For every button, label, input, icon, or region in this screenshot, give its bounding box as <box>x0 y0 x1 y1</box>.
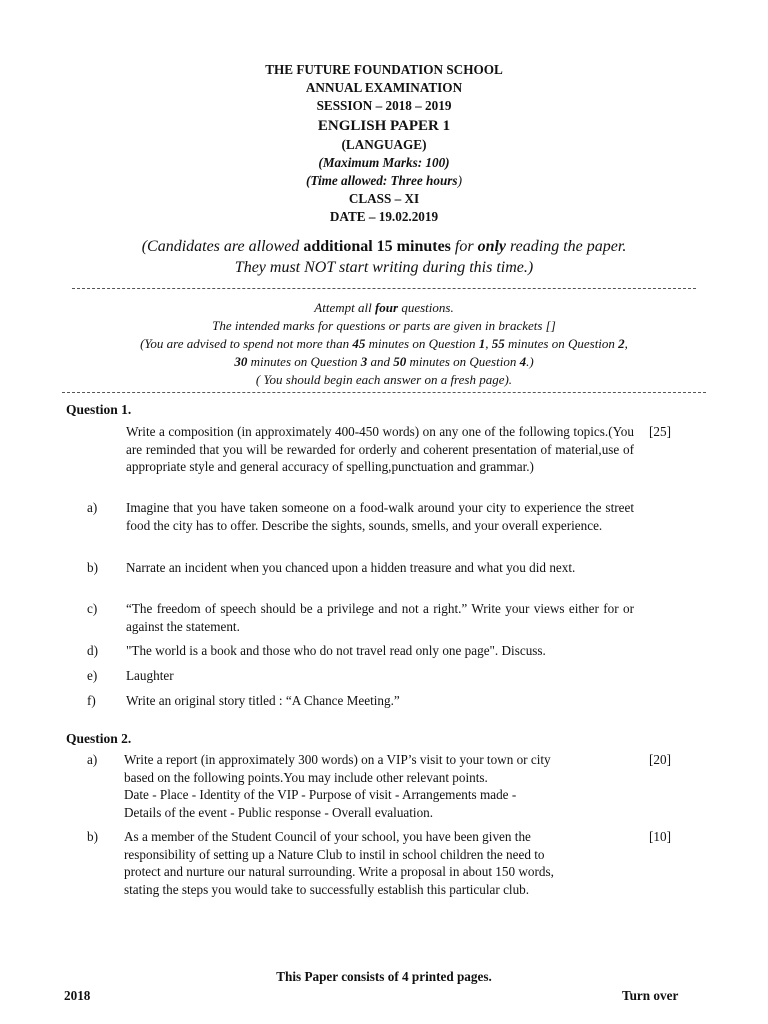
option-label: d) <box>87 643 98 658</box>
exam-name: ANNUAL EXAMINATION <box>305 80 463 96</box>
part-b-marks: [10] <box>649 829 671 844</box>
question-2-heading: Question 2. <box>66 731 132 746</box>
part-line: responsibility of setting up a Nature Club to instil in school children the need to <box>124 846 545 862</box>
exam-header <box>0 61 768 227</box>
instruction-text: minutes on Question <box>504 336 619 351</box>
maximum-marks: (Maximum Marks: 100) <box>318 154 450 170</box>
instruction-emphasis: 3 <box>360 354 368 369</box>
instruction-emphasis: 4 <box>519 354 527 369</box>
instruction-line-4 <box>0 353 768 371</box>
instruction-text: minutes on Question <box>247 354 361 369</box>
part-line: Date - Place - Identity of the VIP - Purpose of visit - Arrangements made - <box>124 787 517 803</box>
question-1-intro: Write a composition (in approximately 400-450 words) on any one of the following topics.(You are reminded that you will be rewarded for orderly and coherent presentation of material,use of appropriate style and general accuracy of spelling,punctuation and grammar.) <box>126 424 634 475</box>
instruction-emphasis: 45 <box>352 336 366 351</box>
option-label: f) <box>87 693 96 708</box>
notice-text: for <box>450 238 478 255</box>
instruction-text: (You are advised to spend not more than <box>140 336 353 351</box>
reading-time-notice <box>0 236 768 278</box>
instruction-line-3 <box>0 335 768 353</box>
instruction-text: minutes on Question <box>365 336 479 351</box>
option-text: “The freedom of speech should be a privilege and not a right.” Write your views either for or against the statement. <box>126 601 634 634</box>
instruction-emphasis: 1 <box>478 336 486 351</box>
option-label: a) <box>87 500 98 515</box>
instruction-emphasis: 2 <box>618 336 625 351</box>
question-1-heading: Question 1. <box>66 402 132 417</box>
question-1-marks: [25] <box>649 424 671 439</box>
part-line: based on the following points.You may include other relevant points. <box>124 769 488 785</box>
paper-title: ENGLISH PAPER 1 <box>317 117 451 134</box>
instruction-text: and <box>367 354 394 369</box>
option-text: Write an original story titled : “A Chance Meeting.” <box>126 693 400 708</box>
option-text: Laughter <box>126 668 174 683</box>
instruction-text: minutes on Question <box>406 354 520 369</box>
notice-emphasis: only <box>477 238 507 255</box>
option-label: e) <box>87 668 98 683</box>
instruction-line-2: The intended marks for questions or parts are given in brackets [] <box>212 318 556 333</box>
exam-date: DATE – 19.02.2019 <box>329 209 439 225</box>
part-line: Write a report (in approximately 300 words) on a VIP’s visit to your town or city <box>124 752 551 767</box>
turn-over-label: Turn over <box>622 988 679 1003</box>
time-allowed-text: (Time allowed: Three hours <box>306 173 458 189</box>
instruction-text: , <box>485 336 492 351</box>
session: SESSION – 2018 – 2019 <box>316 98 452 114</box>
option-text: Imagine that you have taken someone on a food-walk around your city to experience the street food the city has to offer. Describe the sights, sounds, smells, and your overall experience. <box>126 500 634 533</box>
notice-line-1 <box>0 236 768 257</box>
instruction-emphasis: four <box>374 300 399 315</box>
footer-year: 2018 <box>64 988 91 1003</box>
part-line: Details of the event - Public response - Overall evaluation. <box>124 804 434 820</box>
time-allowed-close: ) <box>457 173 462 189</box>
instruction-text: questions. <box>398 300 454 315</box>
class-label: CLASS – XI <box>348 191 420 207</box>
instruction-emphasis: 50 <box>393 354 407 369</box>
notice-text: (Candidates are allowed <box>141 238 304 255</box>
part-a-text <box>124 751 644 821</box>
instructions <box>0 299 768 389</box>
part-b-text <box>124 828 644 898</box>
instruction-line-1 <box>0 299 768 317</box>
part-label: a) <box>87 752 98 767</box>
notice-line-2: They must NOT start writing during this time.) <box>234 259 534 276</box>
instruction-text: Attempt all <box>314 300 375 315</box>
option-text: Narrate an incident when you chanced upon a hidden treasure and what you did next. <box>126 560 576 575</box>
part-line: As a member of the Student Council of your school, you have been given the <box>124 829 531 844</box>
instruction-text: , <box>624 336 628 351</box>
option-text: "The world is a book and those who do not travel read only one page". Discuss. <box>126 643 546 658</box>
part-line: stating the steps you would take to successfully establish this particular club. <box>124 881 530 897</box>
instruction-text: .) <box>526 354 534 369</box>
option-label: b) <box>87 560 98 575</box>
school-name: THE FUTURE FOUNDATION SCHOOL <box>265 62 503 77</box>
part-line: protect and nurture our natural surrounding. Write a proposal in about 150 words, <box>124 864 554 880</box>
dashed-divider <box>62 392 706 393</box>
page-count-note: This Paper consists of 4 printed pages. <box>276 969 492 984</box>
dashed-divider <box>72 288 696 289</box>
instruction-emphasis: 55 <box>491 336 505 351</box>
notice-text: reading the paper. <box>506 238 627 255</box>
option-label: c) <box>87 601 98 616</box>
paper-subtitle: (LANGUAGE) <box>341 136 427 152</box>
time-allowed <box>0 172 768 190</box>
part-a-marks: [20] <box>649 752 671 767</box>
part-label: b) <box>87 829 98 844</box>
notice-emphasis: additional 15 minutes <box>303 238 451 255</box>
instruction-line-5: ( You should begin each answer on a fresh page). <box>255 372 513 387</box>
instruction-emphasis: 30 <box>234 354 248 369</box>
